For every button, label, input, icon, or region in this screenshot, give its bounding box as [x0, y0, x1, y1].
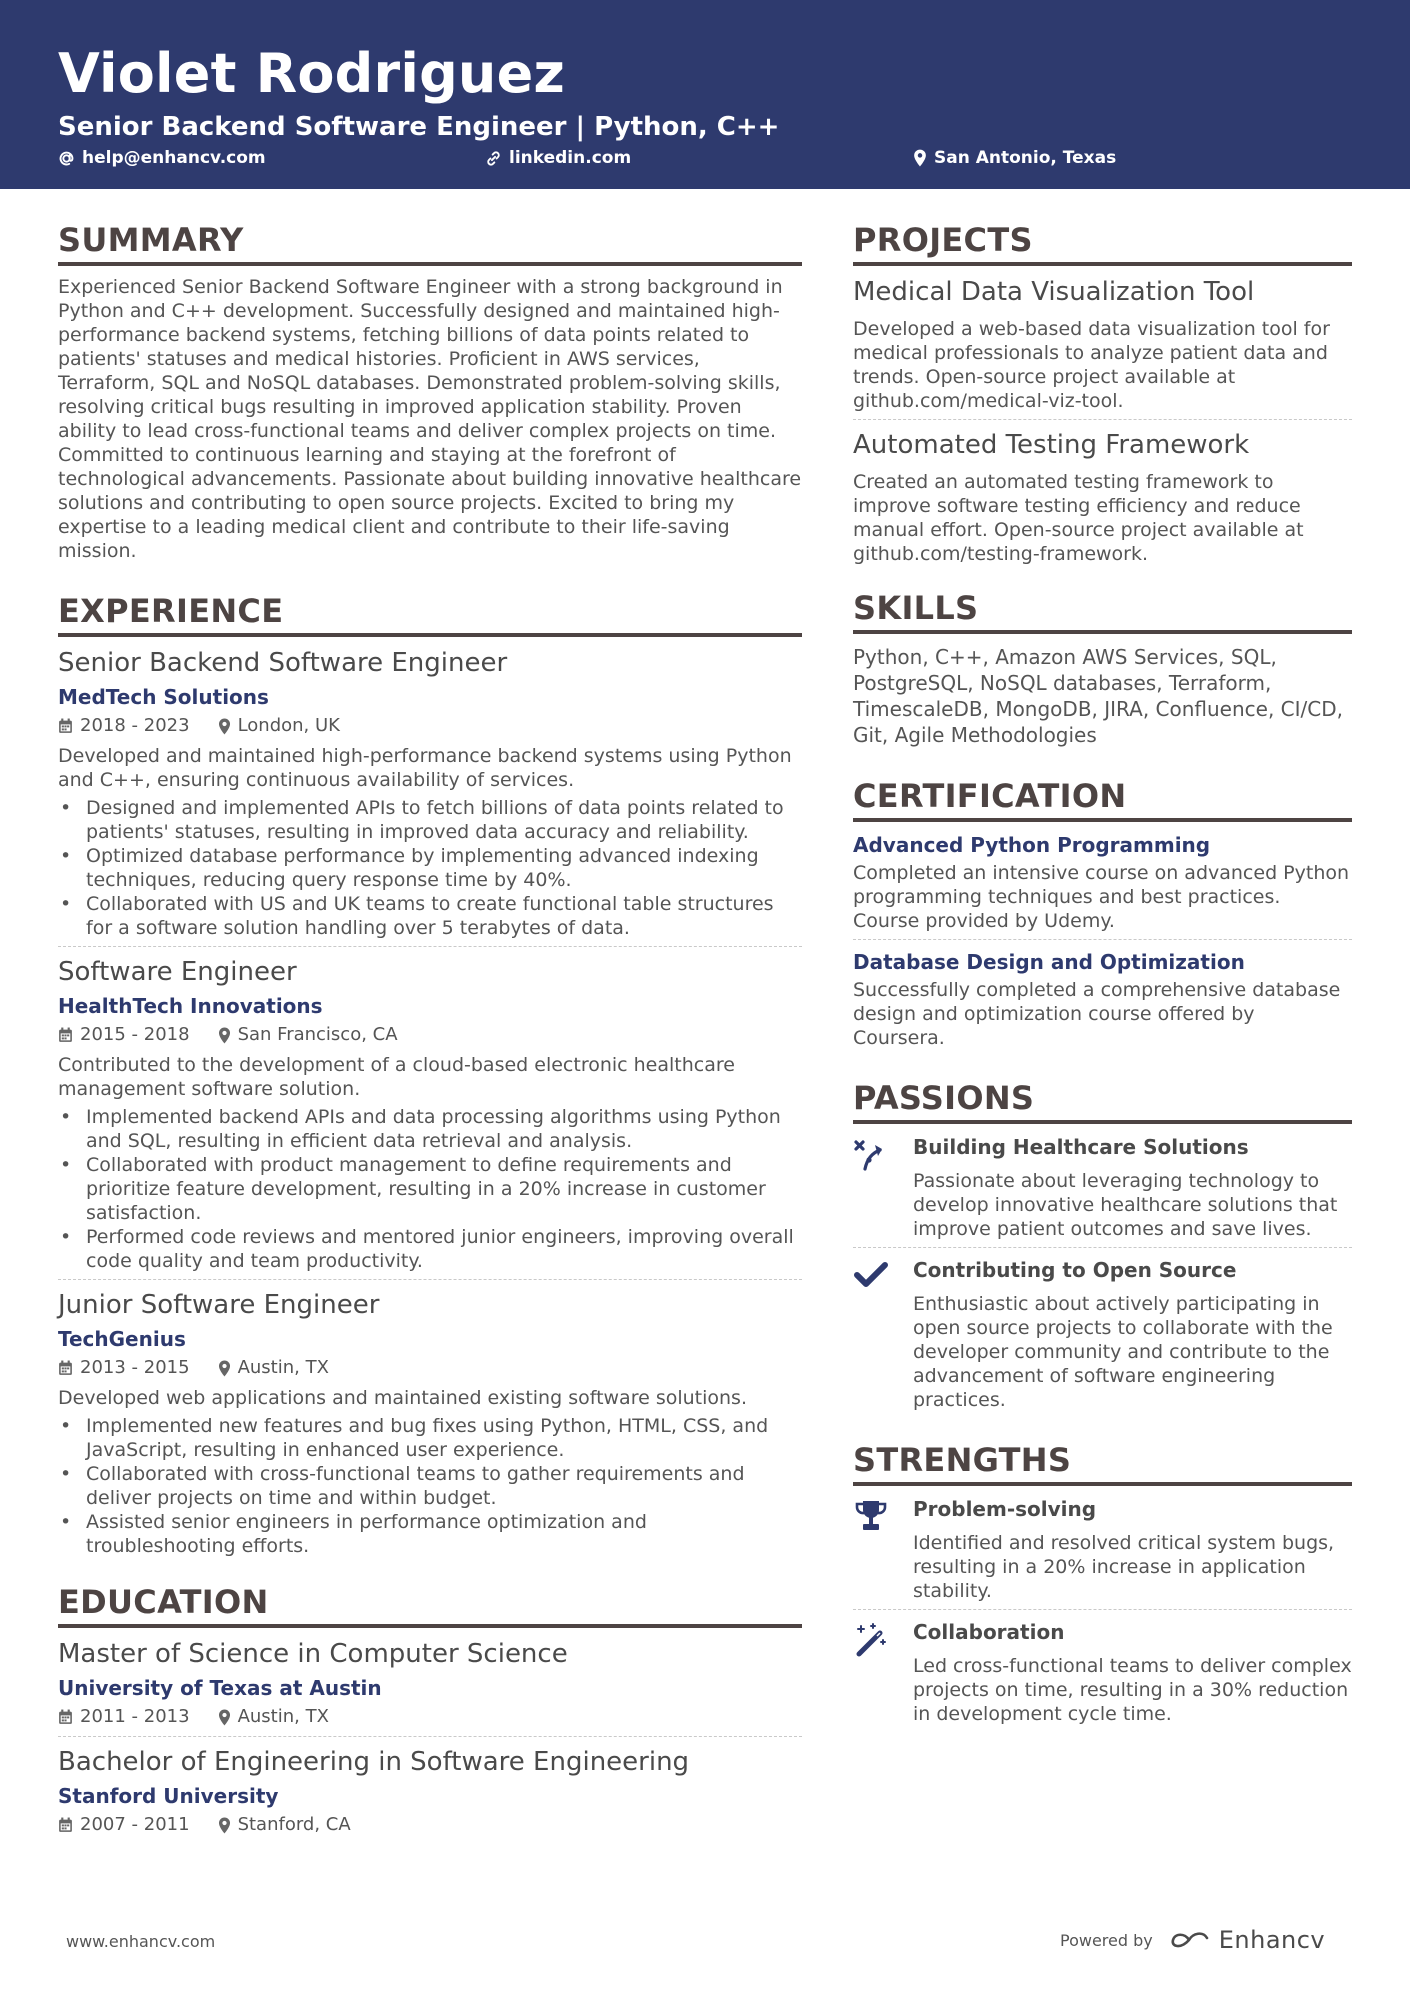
- trophy-icon: [853, 1499, 889, 1533]
- job-title: Junior Software Engineer: [58, 1290, 380, 1320]
- skills-heading: SKILLS: [853, 586, 1352, 634]
- location-pin-icon: [218, 1709, 231, 1726]
- contact-linkedin[interactable]: [485, 148, 631, 168]
- passion-title: Building Healthcare Solutions: [913, 1135, 1249, 1159]
- certification-title: Advanced Python Programming: [853, 833, 1211, 857]
- entry-divider: [853, 939, 1352, 940]
- bullet-item: • Optimized database performance by implementing advanced indexing techniques, reducing query response time by 40%.: [58, 844, 802, 892]
- certification-heading: CERTIFICATION: [853, 774, 1352, 822]
- passions-heading: PASSIONS: [853, 1076, 1352, 1124]
- location-text: Austin, TX: [237, 1357, 329, 1378]
- link-icon: [485, 150, 502, 167]
- project-description: Created an automated testing framework to improve software testing efficiency and reduce manual effort. Open-source project available at github.com/testing-framework.: [853, 471, 1304, 565]
- candidate-role: Senior Backend Software Engineer | Python, C++: [58, 112, 780, 142]
- job-location: [218, 713, 340, 739]
- strengths-section: [853, 1438, 1352, 1726]
- passion-entry: [853, 1133, 1352, 1241]
- bullet-item: • Designed and implemented APIs to fetch billions of data points related to patients' statuses, resulting in improved data accuracy and reliability.: [58, 796, 802, 844]
- passion-description: Enthusiastic about actively participating in open source projects to collaborate with the developer community and contribute to the advancement of software engineering practices.: [913, 1293, 1333, 1411]
- job-bullets: [58, 1414, 802, 1558]
- email-text: help@enhancv.com: [82, 148, 266, 168]
- job-description: Developed web applications and maintained existing software solutions.: [58, 1387, 748, 1409]
- job-dates: [58, 1022, 190, 1048]
- location-pin-icon: [218, 1817, 231, 1834]
- location-text: London, UK: [237, 715, 340, 736]
- job-description: Developed and maintained high-performance backend systems using Python and C++, ensuring continuous availability of services.: [58, 745, 792, 791]
- calendar-icon: [58, 1709, 73, 1725]
- projects-section: [853, 218, 1352, 566]
- bullet-item: • Collaborated with US and UK teams to create functional table structures for a software solution handling over 5 terabytes of data.: [58, 892, 802, 940]
- job-location: [218, 1022, 398, 1048]
- strength-title: Collaboration: [913, 1620, 1065, 1644]
- school-name: University of Texas at Austin: [58, 1676, 382, 1700]
- strength-title: Problem-solving: [913, 1497, 1097, 1521]
- certification-entry: [853, 831, 1352, 933]
- job-bullets: [58, 796, 802, 940]
- dates-text: 2007 - 2011: [80, 1814, 190, 1835]
- passion-description: Passionate about leveraging technology to develop innovative healthcare solutions that improve patient outcomes and save lives.: [913, 1170, 1338, 1240]
- strategy-icon: [853, 1137, 889, 1173]
- education-heading: EDUCATION: [58, 1580, 802, 1628]
- certification-description: Successfully completed a comprehensive database design and optimization course offered by Coursera.: [853, 979, 1341, 1049]
- job-meta: [58, 1022, 802, 1048]
- entry-divider: [853, 1247, 1352, 1248]
- certification-description: Completed an intensive course on advanced Python programming techniques and best practices. Course provided by Udemy.: [853, 862, 1350, 932]
- summary-section: [58, 218, 802, 563]
- experience-section: [58, 589, 802, 1558]
- entry-divider: [58, 1279, 802, 1280]
- skills-section: [853, 586, 1352, 748]
- bullet-item: • Collaborated with product management to define requirements and prioritize feature development, resulting in a 20% increase in customer satisfaction.: [58, 1153, 802, 1225]
- job-meta: [58, 1355, 802, 1381]
- job-bullets: [58, 1105, 802, 1273]
- calendar-icon: [58, 1817, 73, 1833]
- entry-divider: [853, 419, 1352, 420]
- school-name: Stanford University: [58, 1784, 279, 1808]
- bullet-item: • Assisted senior engineers in performance optimization and troubleshooting efforts.: [58, 1510, 802, 1558]
- job-entry: [58, 646, 802, 940]
- dates-text: 2018 - 2023: [80, 715, 190, 736]
- job-meta: [58, 713, 802, 739]
- project-description: Developed a web-based data visualization tool for medical professionals to analyze patient data and trends. Open-source project available at github.com/medical-viz-tool.: [853, 318, 1330, 412]
- projects-heading: PROJECTS: [853, 218, 1352, 266]
- passion-entry: [853, 1256, 1352, 1412]
- project-entry: [853, 275, 1352, 413]
- strength-entry: [853, 1618, 1352, 1726]
- bullet-item: • Performed code reviews and mentored junior engineers, improving overall code quality and team productivity.: [58, 1225, 802, 1273]
- certification-entry: [853, 948, 1352, 1050]
- left-column: [58, 218, 802, 1838]
- calendar-icon: [58, 1360, 73, 1376]
- location-pin-icon: [913, 149, 927, 167]
- passion-title: Contributing to Open Source: [913, 1258, 1237, 1282]
- resume-header: [0, 0, 1410, 189]
- company-name: MedTech Solutions: [58, 685, 269, 709]
- education-dates: [58, 1704, 190, 1730]
- bullet-item: • Implemented new features and bug fixes using Python, HTML, CSS, and JavaScript, resulting in enhanced user experience.: [58, 1414, 802, 1462]
- bullet-item: • Collaborated with cross-functional teams to gather requirements and deliver projects on time and within budget.: [58, 1462, 802, 1510]
- powered-by-text: Powered by: [1060, 1930, 1153, 1950]
- job-entry: [58, 955, 802, 1273]
- education-meta: [58, 1812, 802, 1838]
- summary-text: Experienced Senior Backend Software Engineer with a strong background in Python and C++ development. Successfully designed and maintained high-performance backend systems, fetching billions of data points related to patients' statuses and medical histories. Proficient in AWS services, Terraform, SQL and NoSQL databases. Demonstrated problem-solving skills, resolving critical bugs resulting in improved application stability. Proven ability to lead cross-functional teams and deliver complex projects on time. Committed to continuous learning and staying at the forefront of technological advancements. Passionate about building innovative healthcare solutions and contributing to open source projects. Excited to bring my expertise to a leading medical client and contribute to their life-saving mission.: [58, 276, 802, 562]
- job-location: [218, 1355, 329, 1381]
- degree-title: Master of Science in Computer Science: [58, 1639, 568, 1669]
- job-dates: [58, 1355, 190, 1381]
- right-column: [853, 218, 1352, 1726]
- company-name: HealthTech Innovations: [58, 994, 323, 1018]
- linkedin-text: linkedin.com: [509, 148, 632, 168]
- job-entry: [58, 1288, 802, 1558]
- checkmark-icon: [853, 1260, 889, 1290]
- job-title: Senior Backend Software Engineer: [58, 648, 508, 678]
- education-dates: [58, 1812, 190, 1838]
- education-section: [58, 1580, 802, 1838]
- education-entry: [58, 1637, 802, 1730]
- footer-branding: [1060, 1926, 1325, 1954]
- certification-section: [853, 774, 1352, 1050]
- bullet-item: • Implemented backend APIs and data processing algorithms using Python and SQL, resulting in efficient data retrieval and analysis.: [58, 1105, 802, 1153]
- job-dates: [58, 713, 190, 739]
- enhancv-logo: [1169, 1926, 1325, 1954]
- strength-description: Identified and resolved critical system bugs, resulting in a 20% increase in application stability.: [913, 1532, 1335, 1602]
- job-description: Contributed to the development of a cloud-based electronic healthcare management software solution.: [58, 1054, 735, 1100]
- education-entry: [58, 1745, 802, 1838]
- contact-location: [913, 148, 1116, 168]
- degree-title: Bachelor of Engineering in Software Engineering: [58, 1747, 690, 1777]
- strength-description: Led cross-functional teams to deliver complex projects on time, resulting in a 30% reduction in development cycle time.: [913, 1655, 1352, 1725]
- dates-text: 2011 - 2013: [80, 1706, 190, 1727]
- location-pin-icon: [218, 1360, 231, 1377]
- strengths-heading: STRENGTHS: [853, 1438, 1352, 1486]
- location-pin-icon: [218, 1027, 231, 1044]
- at-sign-icon: [58, 150, 75, 167]
- calendar-icon: [58, 718, 73, 734]
- entry-divider: [58, 1736, 802, 1737]
- location-pin-icon: [218, 718, 231, 735]
- calendar-icon: [58, 1027, 73, 1043]
- skills-text: Python, C++, Amazon AWS Services, SQL, PostgreSQL, NoSQL databases, Terraform, TimescaleDB, MongoDB, JIRA, Confluence, CI/CD, Git, Agile Methodologies: [853, 645, 1343, 747]
- entry-divider: [58, 946, 802, 947]
- project-title: Medical Data Visualization Tool: [853, 277, 1255, 307]
- education-meta: [58, 1704, 802, 1730]
- company-name: TechGenius: [58, 1327, 186, 1351]
- summary-heading: SUMMARY: [58, 218, 802, 266]
- education-location: [218, 1704, 329, 1730]
- candidate-name: Violet Rodriguez: [58, 42, 566, 105]
- certification-title: Database Design and Optimization: [853, 950, 1245, 974]
- dates-text: 2015 - 2018: [80, 1024, 190, 1045]
- location-text: Stanford, CA: [237, 1814, 351, 1835]
- entry-divider: [853, 1609, 1352, 1610]
- dates-text: 2013 - 2015: [80, 1357, 190, 1378]
- brand-name: Enhancv: [1218, 1926, 1326, 1954]
- enhancv-logo-icon: [1169, 1929, 1213, 1951]
- location-text: Austin, TX: [237, 1706, 329, 1727]
- contact-email[interactable]: [58, 148, 266, 168]
- job-title: Software Engineer: [58, 957, 297, 987]
- location-text: San Francisco, CA: [237, 1024, 398, 1045]
- project-entry: [853, 428, 1352, 566]
- experience-heading: EXPERIENCE: [58, 589, 802, 637]
- strength-entry: [853, 1495, 1352, 1603]
- magic-wand-icon: [853, 1622, 889, 1658]
- footer-website[interactable]: www.enhancv.com: [66, 1932, 216, 1951]
- location-text: San Antonio, Texas: [934, 148, 1117, 168]
- passions-section: [853, 1076, 1352, 1412]
- project-title: Automated Testing Framework: [853, 430, 1250, 460]
- education-location: [218, 1812, 351, 1838]
